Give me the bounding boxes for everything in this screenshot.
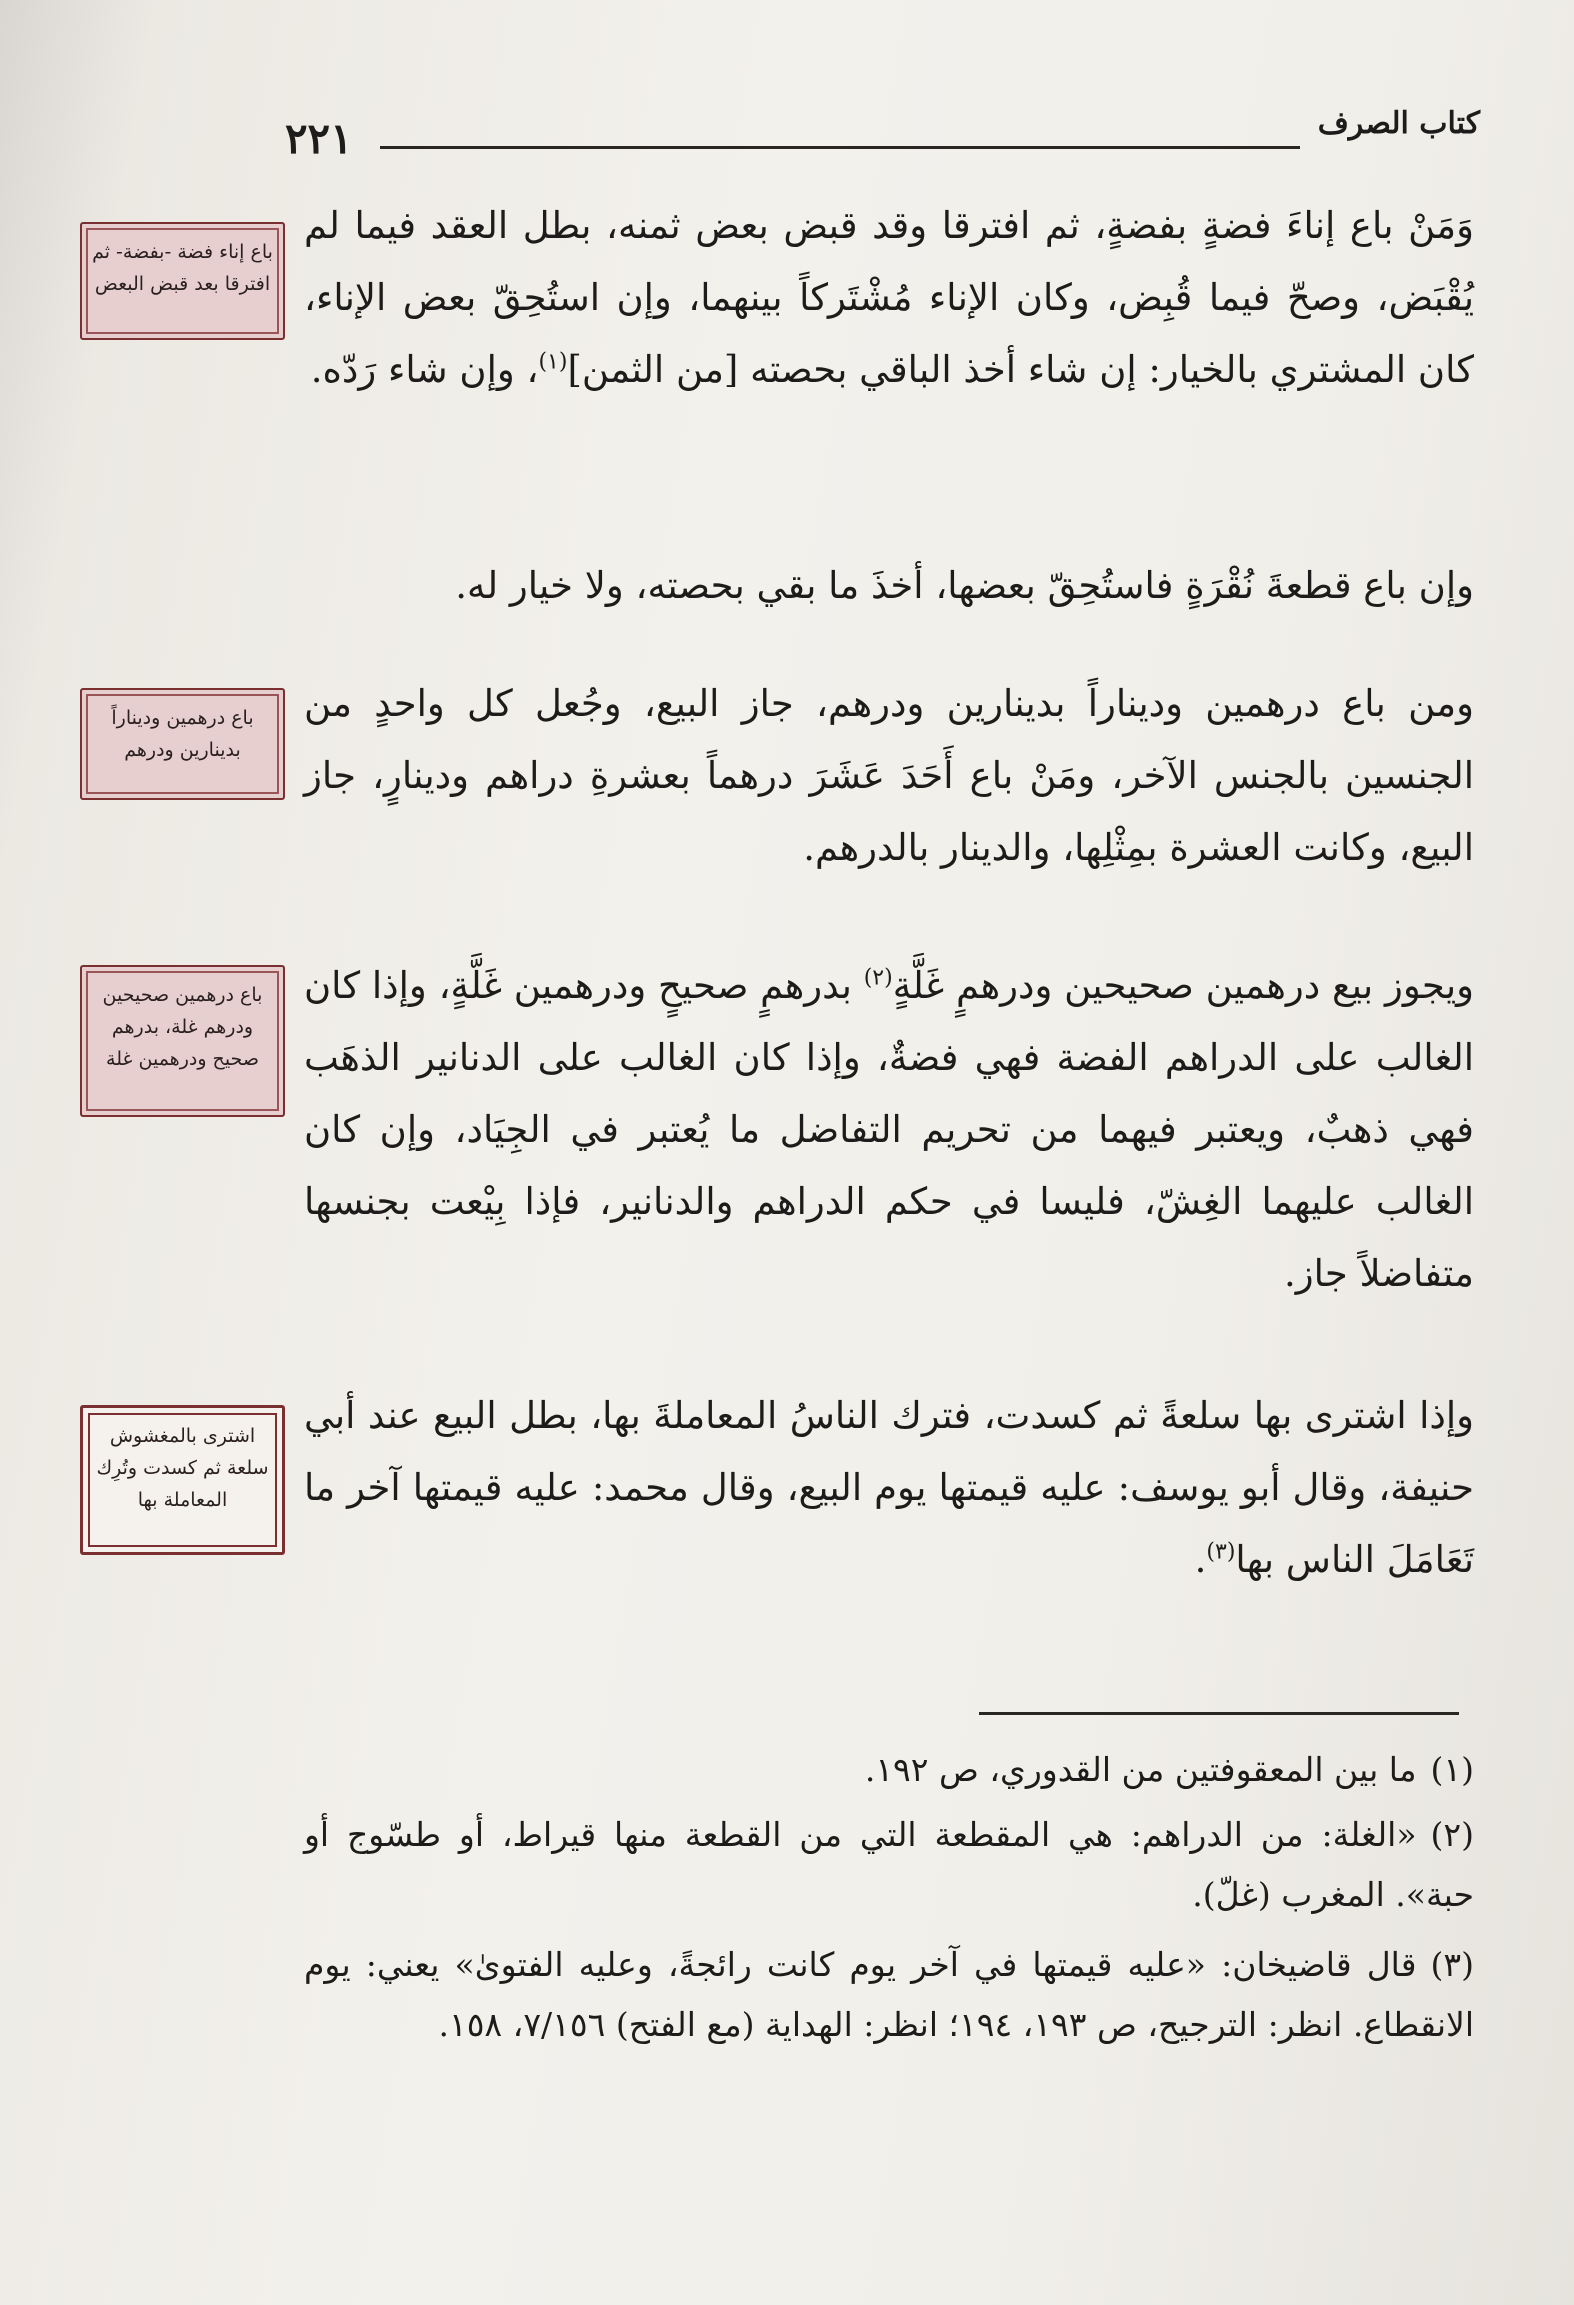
header-rule — [380, 146, 1300, 149]
paragraph-5: وإذا اشترى بها سلعةً ثم كسدت، فترك الناسُ المعاملةَ بها، بطل البيع عند أبي حنيفة، وقال أبو يوسف: عليه قيمتها يوم البيع، وقال محمد: عليه قيمتها آخر ما تَعَامَلَ الناس بها$^{(٣)}$. — [304, 1394, 1474, 1581]
side-note-4: اشترى بالمغشوش سلعة ثم كسدت وتُرِك المعاملة بها — [80, 1405, 285, 1555]
footnote-ref-1[interactable]: (١) — [538, 349, 568, 375]
footnote-2: (٢)«الغلة: من الدراهم: هي المقطعة التي من القطعة منها قيراط، أو طسّوج أو حبة». المغرب (غلّ). — [304, 1815, 1474, 1914]
side-note-3: باع درهمين صحيحين ودرهم غلة، بدرهم صحيح ودرهمين غلة — [80, 965, 285, 1117]
paragraph-3: ومن باع درهمين وديناراً بدينارين ودرهم، جاز البيع، وجُعل كل واحدٍ من الجنسين بالجنس الآخر، ومَنْ باع أَحَدَ عَشَرَ درهماً بعشرةِ دراهم ودينارٍ، جاز البيع، وكانت العشرة بمِثْلِها، والدينار بالدرهم. — [304, 682, 1474, 869]
footnote-3: (٣)قال قاضيخان: «عليه قيمتها في آخر يوم كانت رائجةً، وعليه الفتوىٰ» يعني: يوم الانقطاع. انظر: الترجيح، ص ١٩٣، ١٩٤؛ انظر: الهداية (مع الفتح) ٧/١٥٦، ١٥٨. — [304, 1945, 1474, 2044]
side-note-2: باع درهمين وديناراً بدينارين ودرهم — [80, 688, 285, 800]
footnote-number: (١) — [1430, 1750, 1474, 1789]
page-number: ٢٢١ — [285, 114, 353, 163]
footnote-number: (٢) — [1430, 1815, 1474, 1854]
side-note-1: باع إناء فضة -بفضة- ثم افترقا بعد قبض البعض — [80, 222, 285, 340]
page-header — [285, 100, 1480, 170]
footnote-1: (١)ما بين المعقوفتين من القدوري، ص ١٩٢. — [864, 1750, 1474, 1789]
footnote-ref-3[interactable]: (٣) — [1206, 1539, 1236, 1565]
footnote-number: (٣) — [1430, 1945, 1474, 1984]
footnote-separator — [979, 1712, 1459, 1715]
paragraph-4: ويجوز بيع درهمين صحيحين ودرهمٍ غَلَّةٍ$^{(٢)}$ بدرهمٍ صحيحٍ ودرهمين غَلَّةٍ، وإذا كان الغالب على الدراهم الفضة فهي فضةٌ، وإذا كان الغالب على الدنانير الذهَب فهي ذهبٌ، ويعتبر فيهما من تحريم التفاضل ما يُعتبر في الجِيَاد، وإن كان الغالب عليهما الغِشّ، فليسا في حكم الدراهم والدنانير، فإذا بِيْعت بجنسها متفاضلاً جاز. — [304, 964, 1474, 1295]
footnote-ref-2[interactable]: (٢) — [863, 965, 893, 991]
paragraph-2: وإن باع قطعةَ نُقْرَةٍ فاستُحِقّ بعضها، أخذَ ما بقي بحصته، ولا خيار له. — [455, 564, 1474, 607]
book-title: كتاب الصرف — [1317, 106, 1480, 141]
paragraph-1: وَمَنْ باع إناءَ فضةٍ بفضةٍ، ثم افترقا وقد قبض بعض ثمنه، بطل العقد فيما لم يُقْبَض، وصحّ فيما قُبِض، وكان الإناء مُشْتَركاً بينهما، وإن استُحِقّ بعض الإناء، كان المشتري بالخيار: إن شاء أخذ الباقي بحصته [من الثمن]$^{(١)}$، وإن شاء رَدّه. — [304, 204, 1474, 391]
